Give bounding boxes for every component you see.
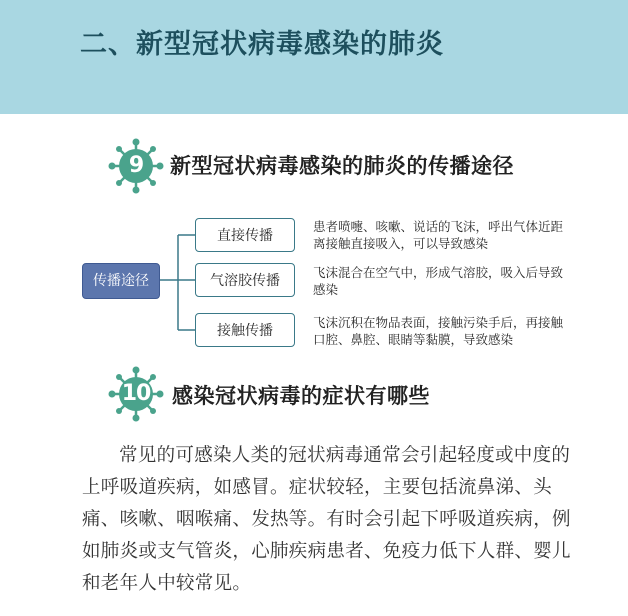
transmission-root-box: 传播途径 <box>82 263 160 299</box>
route-aerosol-description: 飞沫混合在空气中，形成气溶胶，吸入后导致感染 <box>313 265 564 297</box>
route-direct-box: 直接传播 <box>195 218 295 252</box>
section-number: 9 <box>128 153 144 178</box>
section-number: 10 <box>121 381 151 406</box>
chapter-title: 二、新型冠状病毒感染的肺炎 <box>80 29 444 60</box>
route-aerosol-box: 气溶胶传播 <box>195 263 295 297</box>
route-contact-box: 接触传播 <box>195 313 295 347</box>
symptoms-paragraph: 常见的可感染人类的冠状病毒通常会引起轻度或中度的上呼吸道疾病，如感冒。症状较轻，主要包括流鼻涕、头痛、咳嗽、咽喉痛、发热等。有时会引起下呼吸道疾病，例如肺炎或支气管炎，心肺疾病患者、免疫力低下人群、婴儿和老年人中较常见。 <box>82 445 571 594</box>
section-title-transmission: 新型冠状病毒感染的肺炎的传播途径 <box>170 154 514 178</box>
section-title-symptoms: 感染冠状病毒的症状有哪些 <box>172 384 430 408</box>
route-direct-description: 患者喷嚏、咳嗽、说话的飞沫，呼出气体近距离接触直接吸入，可以导致感染 <box>313 219 564 251</box>
virus-icon <box>108 366 164 422</box>
route-contact-description: 飞沫沉积在物品表面，接触污染手后，再接触口腔、鼻腔、眼睛等黏膜，导致感染 <box>313 315 564 347</box>
